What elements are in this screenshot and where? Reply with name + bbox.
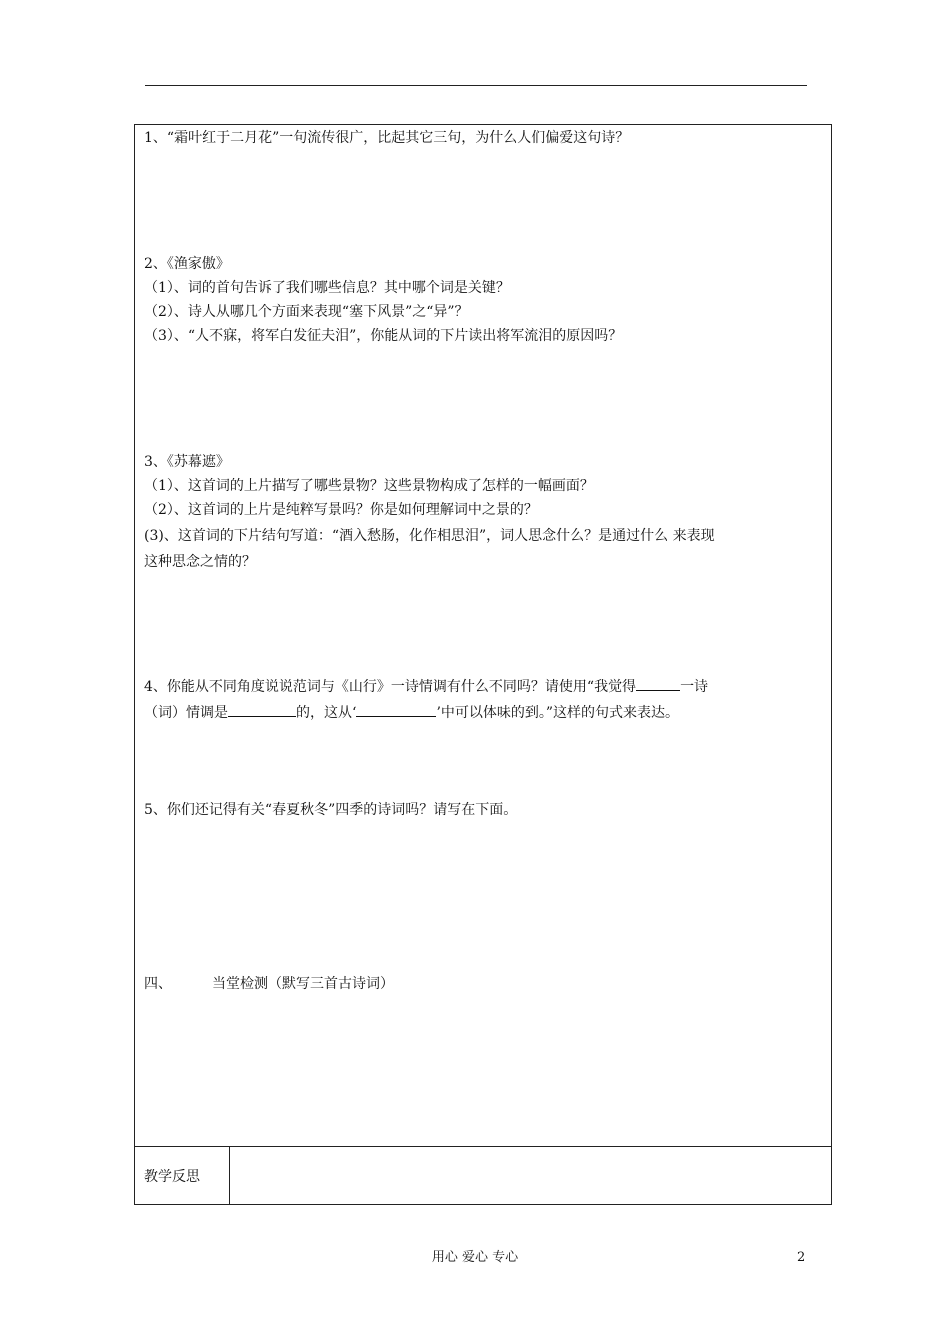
question-3-item-3-continued: 这种思念之情的？: [144, 554, 256, 570]
reflection-column-divider: [229, 1146, 230, 1205]
page-footer: 用心 爱心 专心: [431, 1250, 519, 1265]
question-2-item-2: （2）、诗人从哪几个方面来表现“塞下风景”之“异”？: [144, 304, 469, 320]
question-2-item-1: （1）、词的首句告诉了我们哪些信息？其中哪个词是关键？: [144, 280, 510, 296]
question-2-title: 2、《渔家傲》: [144, 256, 230, 272]
question-3-item-3: (3)、这首词的下片结句写道：“酒入愁肠，化作相思泪”，词人思念什么？是通过什么 来表现: [144, 528, 715, 544]
answer-blank-2[interactable]: [228, 702, 296, 717]
answer-blank-1[interactable]: [636, 676, 680, 691]
question-4-text-3: （词）情调是: [144, 705, 228, 721]
question-1: 1、“霜叶红于二月花”一句流传很广，比起其它三句，为什么人们偏爱这句诗？: [144, 130, 630, 146]
question-4-text-4: 的，这从‘: [296, 705, 357, 721]
question-4-text-2: 一诗: [680, 679, 709, 695]
section-4-number: 四、: [144, 976, 172, 992]
page-number: 2: [797, 1250, 806, 1265]
question-2-item-3: （3）、“人不寐，将军白发征夫泪”，你能从词的下片读出将军流泪的原因吗？: [144, 328, 623, 344]
answer-blank-3[interactable]: [356, 702, 436, 717]
question-4-text-1: 4、你能从不同角度说说范词与《山行》一诗情调有什么不同吗？请使用“我觉得: [144, 679, 637, 695]
question-4-text-5: ’中可以体味的到。”这样的句式来表达。: [436, 705, 680, 721]
question-4-line-1: [144, 676, 708, 697]
section-4-heading: [144, 974, 394, 994]
question-3-item-2: （2）、这首词的上片是纯粹写景吗？你是如何理解词中之景的？: [144, 502, 538, 518]
reflection-row-divider: [134, 1146, 832, 1147]
question-4-line-2: [144, 702, 679, 723]
question-3-item-1: （1）、这首词的上片描写了哪些景物？这些景物构成了怎样的一幅画面？: [144, 478, 594, 494]
question-3-title: 3、《苏幕遮》: [144, 454, 230, 470]
header-rule: [145, 85, 807, 86]
teaching-reflection-label: 教学反思: [144, 1169, 200, 1185]
question-5: 5、你们还记得有关“春夏秋冬”四季的诗词吗？请写在下面。: [144, 802, 518, 818]
section-4-text: 当堂检测（默写三首古诗词）: [212, 976, 394, 992]
